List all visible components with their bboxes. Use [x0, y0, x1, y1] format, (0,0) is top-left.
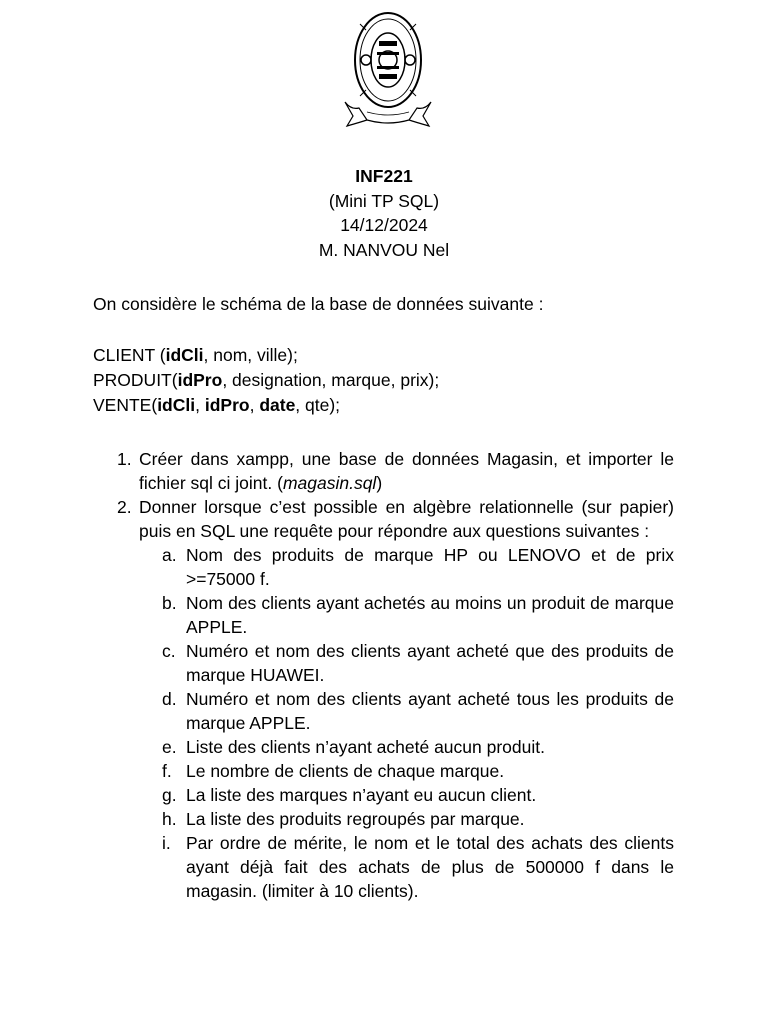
question-item: d. Numéro et nom des clients ayant acheté tous les produits de marque APPLE.: [162, 689, 674, 733]
intro-paragraph: On considère le schéma de la base de données suivante :: [93, 294, 544, 314]
document-date: 14/12/2024: [340, 215, 428, 235]
question-item: a. Nom des produits de marque HP ou LENOVO et de prix >=75000 f.: [162, 545, 674, 589]
question-item: f. Le nombre de clients de chaque marque.: [162, 761, 505, 781]
task-list: [0, 447, 768, 903]
course-code: INF221: [355, 166, 413, 186]
question-item: g. La liste des marques n’ayant eu aucun client.: [162, 785, 537, 805]
question-list: [0, 543, 768, 903]
database-schema: [93, 343, 439, 418]
question-item: c. Numéro et nom des clients ayant acheté que des produits de marque HUAWEI.: [162, 641, 674, 685]
question-item: i. Par ordre de mérite, le nom et le total des achats des clients ayant déjà fait des achats de plus de 500000 f dans le magasin. (limiter à 10 clients).: [162, 833, 674, 901]
document-subtitle: (Mini TP SQL): [328, 190, 440, 211]
question-item: h. La liste des produits regroupés par marque.: [162, 809, 525, 829]
author-name: M. NANVOU Nel: [318, 239, 450, 260]
question-item: e. Liste des clients n’ayant acheté aucun produit.: [162, 737, 545, 757]
task-item: 2. Donner lorsque c’est possible en algèbre relationnelle (sur papier) puis en SQL une requête pour répondre aux questions suivantes :: [117, 497, 674, 541]
schema-vente: VENTE(idCli, idPro, date, qte);: [93, 395, 341, 415]
schema-produit: PRODUIT(idPro, designation, marque, prix);: [93, 370, 440, 390]
question-item: b. Nom des clients ayant achetés au moins un produit de marque APPLE.: [162, 593, 674, 637]
task-item: 1. Créer dans xampp, une base de données Magasin, et importer le fichier sql ci joint. (magasin.sql): [117, 449, 674, 493]
university-seal-logo: [339, 8, 437, 132]
schema-client: CLIENT (idCli, nom, ville);: [93, 345, 298, 365]
document-header: [0, 164, 768, 262]
